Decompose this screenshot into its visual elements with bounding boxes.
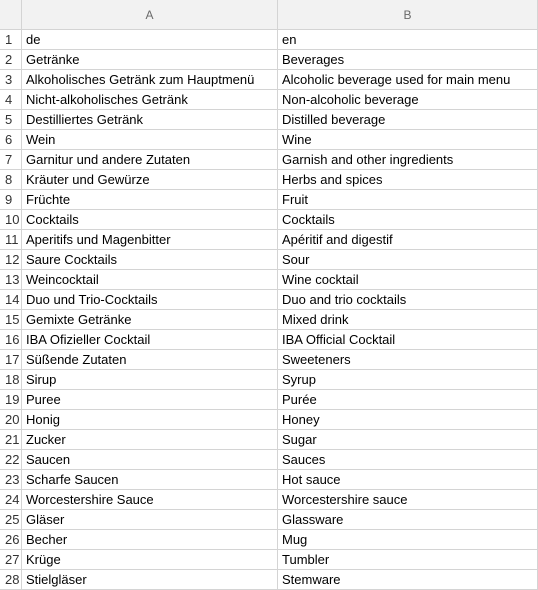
table-row [0, 210, 538, 230]
cell-b[interactable]: Wine cocktail [278, 270, 538, 290]
cell-b[interactable]: Glassware [278, 510, 538, 530]
table-row [0, 290, 538, 310]
cell-b[interactable]: Wine [278, 130, 538, 150]
table-row [0, 510, 538, 530]
cell-a[interactable]: Krüge [22, 550, 278, 570]
select-all-corner[interactable] [0, 0, 22, 30]
table-row [0, 50, 538, 70]
cell-a[interactable]: Früchte [22, 190, 278, 210]
cell-b[interactable]: IBA Official Cocktail [278, 330, 538, 350]
row-header[interactable]: 15 [0, 310, 22, 330]
cell-b[interactable]: Beverages [278, 50, 538, 70]
column-header-a[interactable]: A [22, 0, 278, 30]
cell-a[interactable]: Worcestershire Sauce [22, 490, 278, 510]
table-row [0, 250, 538, 270]
row-header[interactable]: 19 [0, 390, 22, 410]
table-row [0, 570, 538, 590]
cell-b[interactable]: Herbs and spices [278, 170, 538, 190]
table-row [0, 330, 538, 350]
row-header[interactable]: 26 [0, 530, 22, 550]
cell-a[interactable]: Weincocktail [22, 270, 278, 290]
cell-a[interactable]: Gemixte Getränke [22, 310, 278, 330]
table-row [0, 190, 538, 210]
cell-b[interactable]: Fruit [278, 190, 538, 210]
row-header[interactable]: 10 [0, 210, 22, 230]
table-row [0, 410, 538, 430]
cell-a[interactable]: Cocktails [22, 210, 278, 230]
cell-b[interactable]: Sugar [278, 430, 538, 450]
cell-b[interactable]: Honey [278, 410, 538, 430]
cell-a[interactable]: Scharfe Saucen [22, 470, 278, 490]
cell-b[interactable]: Hot sauce [278, 470, 538, 490]
cell-b[interactable]: Apéritif and digestif [278, 230, 538, 250]
table-row [0, 110, 538, 130]
row-header[interactable]: 3 [0, 70, 22, 90]
cell-a[interactable]: Saucen [22, 450, 278, 470]
cell-b[interactable]: Sauces [278, 450, 538, 470]
row-header[interactable]: 13 [0, 270, 22, 290]
row-header[interactable]: 22 [0, 450, 22, 470]
row-header[interactable]: 2 [0, 50, 22, 70]
row-header[interactable]: 23 [0, 470, 22, 490]
row-header[interactable]: 17 [0, 350, 22, 370]
cell-a[interactable]: Nicht-alkoholisches Getränk [22, 90, 278, 110]
table-row [0, 470, 538, 490]
table-row [0, 230, 538, 250]
row-header[interactable]: 25 [0, 510, 22, 530]
table-row [0, 170, 538, 190]
cell-a[interactable]: Becher [22, 530, 278, 550]
row-header[interactable]: 11 [0, 230, 22, 250]
cell-b[interactable]: Sweeteners [278, 350, 538, 370]
cell-b[interactable]: Stemware [278, 570, 538, 590]
cell-a[interactable]: Wein [22, 130, 278, 150]
cell-b[interactable]: Worcestershire sauce [278, 490, 538, 510]
row-header[interactable]: 28 [0, 570, 22, 590]
table-row [0, 30, 538, 50]
row-header[interactable]: 9 [0, 190, 22, 210]
table-row [0, 550, 538, 570]
cell-a[interactable]: Alkoholisches Getränk zum Hauptmenü [22, 70, 278, 90]
table-row [0, 450, 538, 470]
cell-a[interactable]: Gläser [22, 510, 278, 530]
cell-b[interactable]: Purée [278, 390, 538, 410]
column-header-b[interactable]: B [278, 0, 538, 30]
cell-b[interactable]: en [278, 30, 538, 50]
table-row [0, 70, 538, 90]
row-header[interactable]: 6 [0, 130, 22, 150]
row-header[interactable]: 24 [0, 490, 22, 510]
row-header[interactable]: 8 [0, 170, 22, 190]
cell-a[interactable]: Zucker [22, 430, 278, 450]
cell-a[interactable]: IBA Ofizieller Cocktail [22, 330, 278, 350]
cell-b[interactable]: Sour [278, 250, 538, 270]
row-header[interactable]: 16 [0, 330, 22, 350]
cell-b[interactable]: Duo and trio cocktails [278, 290, 538, 310]
table-row [0, 530, 538, 550]
cell-b[interactable]: Distilled beverage [278, 110, 538, 130]
table-row [0, 270, 538, 290]
row-header[interactable]: 20 [0, 410, 22, 430]
cell-a[interactable]: de [22, 30, 278, 50]
cell-a[interactable]: Süßende Zutaten [22, 350, 278, 370]
row-header[interactable]: 7 [0, 150, 22, 170]
table-row [0, 310, 538, 330]
row-header[interactable]: 27 [0, 550, 22, 570]
cell-a[interactable]: Destilliertes Getränk [22, 110, 278, 130]
cell-b[interactable]: Tumbler [278, 550, 538, 570]
cell-a[interactable]: Duo und Trio-Cocktails [22, 290, 278, 310]
table-row [0, 430, 538, 450]
cell-b[interactable]: Mug [278, 530, 538, 550]
cell-b[interactable]: Mixed drink [278, 310, 538, 330]
column-header-row [0, 0, 538, 30]
cell-a[interactable]: Aperitifs und Magenbitter [22, 230, 278, 250]
cell-b[interactable]: Syrup [278, 370, 538, 390]
table-row [0, 350, 538, 370]
cell-a[interactable]: Puree [22, 390, 278, 410]
cell-a[interactable]: Getränke [22, 50, 278, 70]
row-header[interactable]: 1 [0, 30, 22, 50]
cell-a[interactable]: Stielgläser [22, 570, 278, 590]
table-row [0, 490, 538, 510]
cell-a[interactable]: Honig [22, 410, 278, 430]
row-header[interactable]: 21 [0, 430, 22, 450]
cell-a[interactable]: Kräuter und Gewürze [22, 170, 278, 190]
table-row [0, 150, 538, 170]
cell-b[interactable]: Non-alcoholic beverage [278, 90, 538, 110]
row-header[interactable]: 12 [0, 250, 22, 270]
row-header[interactable]: 14 [0, 290, 22, 310]
rows-container [0, 30, 538, 590]
cell-a[interactable]: Garnitur und andere Zutaten [22, 150, 278, 170]
table-row [0, 130, 538, 150]
row-header[interactable]: 18 [0, 370, 22, 390]
cell-a[interactable]: Sirup [22, 370, 278, 390]
row-header[interactable]: 4 [0, 90, 22, 110]
cell-b[interactable]: Cocktails [278, 210, 538, 230]
table-row [0, 390, 538, 410]
table-row [0, 90, 538, 110]
cell-b[interactable]: Garnish and other ingredients [278, 150, 538, 170]
cell-b[interactable]: Alcoholic beverage used for main menu [278, 70, 538, 90]
cell-a[interactable]: Saure Cocktails [22, 250, 278, 270]
table-row [0, 370, 538, 390]
row-header[interactable]: 5 [0, 110, 22, 130]
